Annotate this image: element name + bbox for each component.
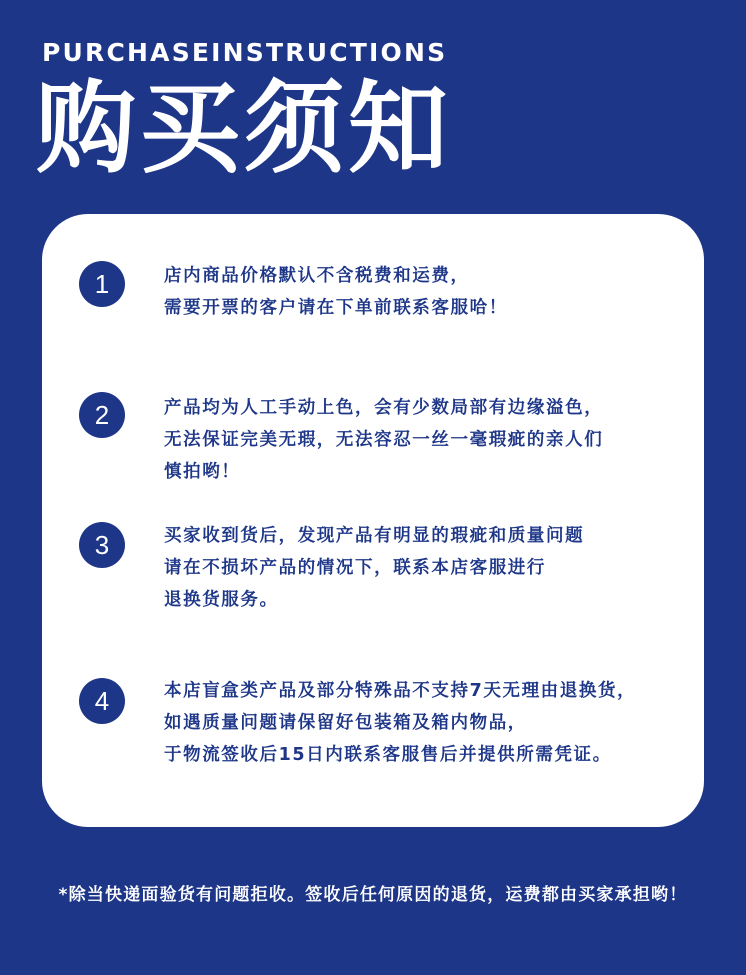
header-eyebrow: PURCHASEINSTRUCTIONS (42, 38, 448, 67)
instruction-line: 买家收到货后，发现产品有明显的瑕疵和质量问题 (164, 526, 585, 546)
instruction-line: 于物流签收后15日内联系客服售后并提供所需凭证。 (164, 745, 612, 765)
instruction-line: 店内商品价格默认不含税费和运费， (164, 266, 470, 286)
instruction-text-2 (164, 392, 603, 488)
number-badge-4: 4 (79, 678, 125, 724)
instruction-line: 产品均为人工手动上色，会有少数局部有边缘溢色， (164, 398, 604, 418)
instruction-line: 本店盲盒类产品及部分特殊品不支持7天无理由退换货， (164, 681, 637, 701)
instruction-text-4 (164, 675, 636, 771)
instruction-line: 请在不损坏产品的情况下，联系本店客服进行 (164, 558, 546, 578)
number-badge-3: 3 (79, 522, 125, 568)
number-badge-2: 2 (79, 392, 125, 438)
instruction-line: 退换货服务。 (164, 590, 279, 610)
instruction-text-3 (164, 520, 584, 616)
footer-note: *除当快递面验货有问题拒收。签收后任何原因的退货，运费都由买家承担哟！ (58, 885, 688, 905)
instruction-line: 需要开票的客户请在下单前联系客服哈！ (164, 298, 508, 318)
instruction-line: 无法保证完美无瑕，无法容忍一丝一毫瑕疵的亲人们 (164, 430, 604, 450)
instruction-line: 慎拍哟！ (164, 462, 241, 482)
instructions-card (42, 214, 704, 827)
number-badge-1: 1 (79, 261, 125, 307)
page-title: 购买须知 (36, 70, 452, 187)
instruction-line: 如遇质量问题请保留好包装箱及箱内物品， (164, 713, 527, 733)
instruction-text-1 (164, 260, 508, 324)
